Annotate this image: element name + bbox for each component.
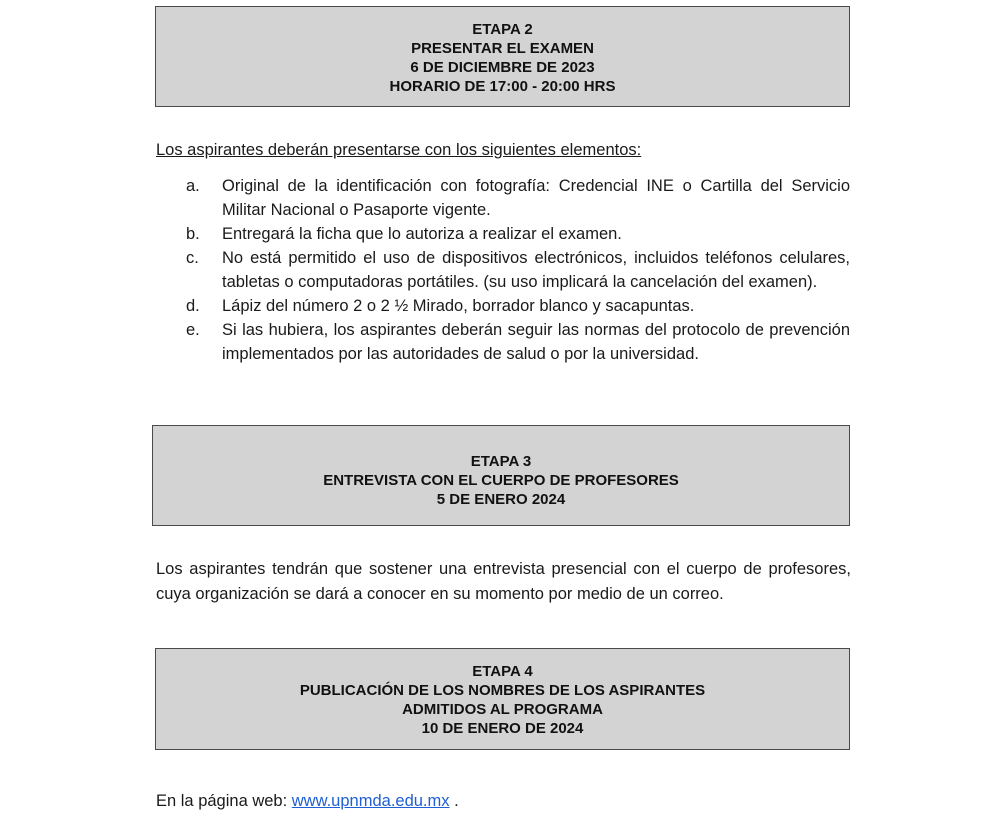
list-item-text: Lápiz del número 2 o 2 ½ Mirado, borrador blanco y sacapuntas. [222,297,695,315]
stage-2-subtitle: PRESENTAR EL EXAMEN [411,40,594,57]
requirements-intro: Los aspirantes deberán presentarse con los siguientes elementos: [156,141,642,159]
stage-4-title: ETAPA 4 [472,663,533,680]
website-link[interactable]: www.upnmda.edu.mx [291,792,450,810]
website-suffix: . [449,792,459,810]
stage-4-date: 10 DE ENERO DE 2024 [421,720,584,737]
interview-description: Los aspirantes tendrán que sostener una entrevista presencial con el cuerpo de profesores, cuya organización se dará a conocer en su momento por medio de un correo. [156,560,851,603]
list-item [186,222,850,246]
stage-4-subtitle: PUBLICACIÓN DE LOS NOMBRES DE LOS ASPIRANTES [299,682,706,699]
list-item-text: Original de la identificación con fotografía: Credencial INE o Cartilla del Servicio Militar Nacional o Pasaporte vigente. [222,177,850,219]
stage-2-schedule: HORARIO DE 17:00 - 20:00 HRS [389,78,616,95]
stage-2-date: 6 DE DICIEMBRE DE 2023 [410,59,595,76]
list-marker: a. [186,177,200,195]
list-item [186,246,850,294]
list-marker: b. [186,225,200,243]
list-item-text: Si las hubiera, los aspirantes deberán seguir las normas del protocolo de prevención implementados por las autoridades de salud o por la universidad. [222,321,850,363]
list-marker: e. [186,321,200,339]
stage-4-box [155,648,850,750]
list-marker: c. [186,249,199,267]
stage-2-box [155,6,850,107]
requirements-list [186,174,850,366]
list-marker: d. [186,297,200,315]
stage-3-subtitle: ENTREVISTA CON EL CUERPO DE PROFESORES [323,472,679,489]
list-item [186,318,850,366]
stage-3-title: ETAPA 3 [470,453,532,470]
website-line [156,789,459,813]
website-prefix: En la página web: [156,792,292,810]
list-item [186,174,850,222]
stage-3-box [152,425,850,526]
list-item [186,294,850,318]
stage-4-subtitle-2: ADMITIDOS AL PROGRAMA [402,701,603,718]
list-item-text: Entregará la ficha que lo autoriza a realizar el examen. [222,225,622,243]
stage-2-title: ETAPA 2 [472,21,533,38]
list-item-text: No está permitido el uso de dispositivos electrónicos, incluidos teléfonos celulares, tabletas o computadoras portátiles. (su uso implicará la cancelación del examen). [222,249,850,291]
stage-3-date: 5 DE ENERO 2024 [436,491,566,508]
